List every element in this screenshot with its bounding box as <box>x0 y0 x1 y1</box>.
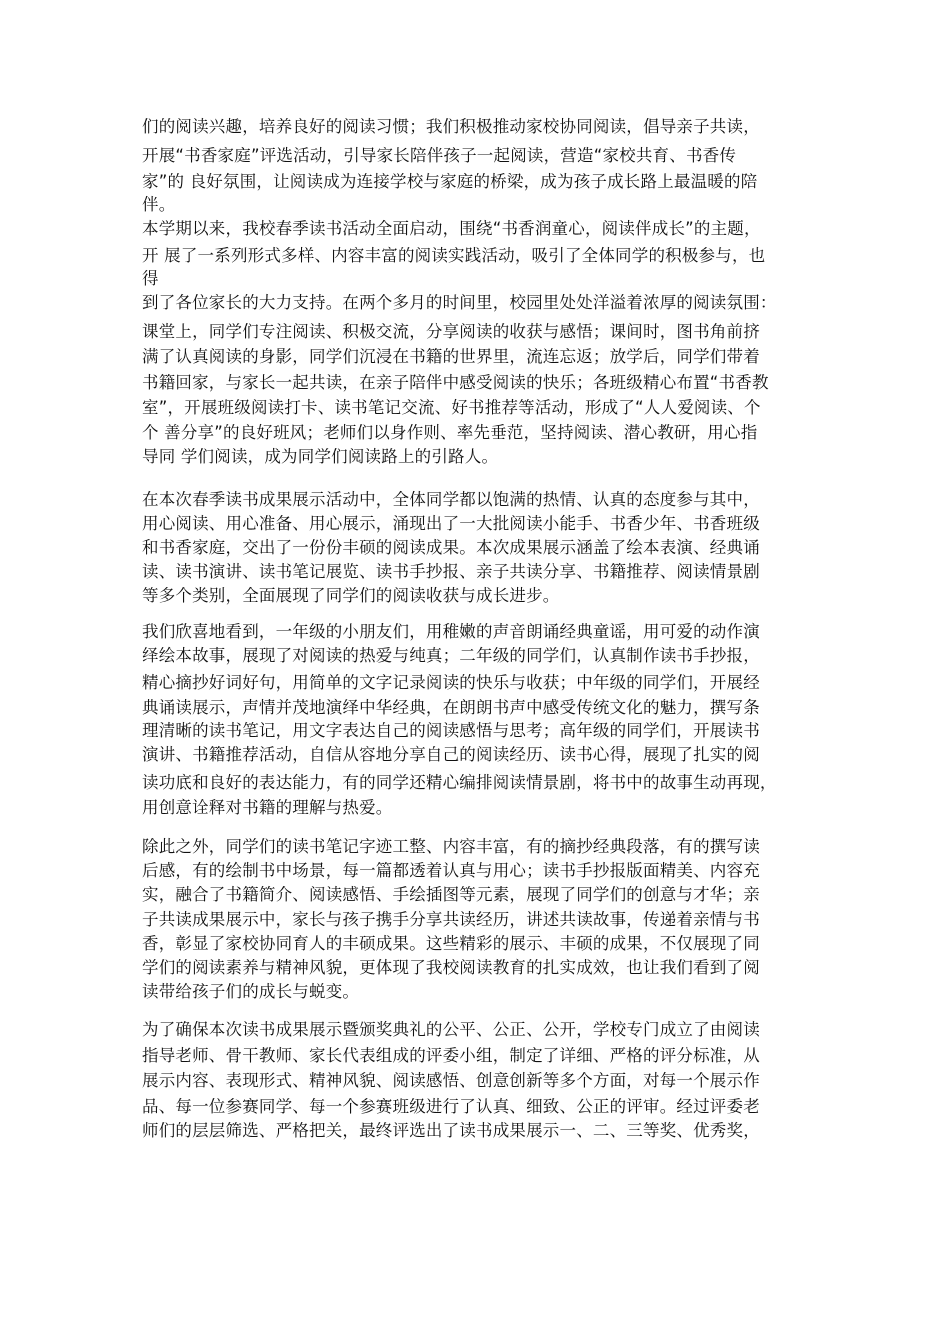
text-line: 子共读成果展示中，家长与孩子携手分享共读经历，讲述共读故事，传递着亲情与书 <box>142 910 760 929</box>
text-line: 实，融合了书籍简介、阅读感悟、手绘插图等元素，展现了同学们的创意与才华；亲 <box>142 885 760 904</box>
text-line: 在本次春季读书成果展示活动中，全体同学都以饱满的热情、认真的态度参与其中， <box>142 490 760 509</box>
text-line: 师们的层层筛选、严格把关，最终评选出了读书成果展示一、二、三等奖、优秀奖， <box>142 1121 760 1140</box>
text-line: 读功底和良好的表达能力，有的同学还精心编排阅读情景剧，将书中的故事生动再现， <box>142 773 777 792</box>
text-line: 指导老师、骨干教师、家长代表组成的评委小组，制定了详细、严格的评分标准，从 <box>142 1046 760 1065</box>
text-line: 香，彰显了家校协同育人的丰硕成果。这些精彩的展示、丰硕的成果，不仅展现了同 <box>142 934 760 953</box>
text-line: 开 展了一系列形式多样、内容丰富的阅读实践活动，吸引了全体同学的积极参与，也 <box>142 246 766 265</box>
text-line: 和书香家庭，交出了一份份丰硕的阅读成果。本次成果展示涵盖了绘本表演、经典诵 <box>142 538 760 557</box>
text-line: 用创意诠释对书籍的理解与热爱。 <box>142 798 393 817</box>
text-line: 等多个类别，全面展现了同学们的阅读收获与成长进步。 <box>142 586 560 605</box>
text-line: 学们的阅读素养与精神风貌，更体现了我校阅读教育的扎实成效，也让我们看到了阅 <box>142 958 760 977</box>
text-line: 课堂上，同学们专注阅读、积极交流，分享阅读的收获与感悟；课间时，图书角前挤 <box>142 322 760 341</box>
text-line: 绎绘本故事，展现了对阅读的热爱与纯真；二年级的同学们，认真制作读书手抄报， <box>142 646 760 665</box>
text-line: 用心阅读、用心准备、用心展示，涌现出了一大批阅读小能手、书香少年、书香班级 <box>142 514 760 533</box>
text-line: 读、读书演讲、读书笔记展览、读书手抄报、亲子共读分享、书籍推荐、阅读情景剧 <box>142 562 760 581</box>
text-line: 本学期以来，我校春季读书活动全面启动，围绕“书香润童心，阅读伴成长”的主题， <box>142 219 761 238</box>
text-line: 书籍回家，与家长一起共读，在亲子陪伴中感受阅读的快乐；各班级精心布置“书香教 <box>142 373 769 392</box>
text-line: 后感，有的绘制书中场景，每一篇都透着认真与用心；读书手抄报版面精美、内容充 <box>142 861 760 880</box>
text-line: 品、每一位参赛同学、每一个参赛班级进行了认真、细致、公正的评审。经过评委老 <box>142 1097 760 1116</box>
text-line: 理清晰的读书笔记，用文字表达自己的阅读感悟与思考；高年级的同学们，开展读书 <box>142 721 760 740</box>
text-line: 精心摘抄好词好句，用简单的文字记录阅读的快乐与收获；中年级的同学们，开展经 <box>142 673 760 692</box>
text-line: 读带给孩子们的成长与蜕变。 <box>142 982 360 1001</box>
text-line: 除此之外，同学们的读书笔记字迹工整、内容丰富，有的摘抄经典段落，有的撰写读 <box>142 837 760 856</box>
text-line: 室”，开展班级阅读打卡、读书笔记交流、好书推荐等活动，形成了“人人爱阅读、个 <box>142 398 761 417</box>
text-line: 家”的 良好氛围，让阅读成为连接学校与家庭的桥梁，成为孩子成长路上最温暖的陪 <box>142 172 758 191</box>
text-line: 展示内容、表现形式、精神风貌、阅读感悟、创意创新等多个方面，对每一个展示作 <box>142 1071 760 1090</box>
text-line: 到了各位家长的大力支持。在两个多月的时间里，校园里处处洋溢着浓厚的阅读氛围： <box>142 293 777 312</box>
text-line: 满了认真阅读的身影，同学们沉浸在书籍的世界里，流连忘返；放学后，同学们带着 <box>142 347 760 366</box>
text-line: 得 <box>142 269 159 288</box>
text-line: 导同 学们阅读，成为同学们阅读路上的引路人。 <box>142 447 499 466</box>
text-line: 我们欣喜地看到，一年级的小朋友们，用稚嫩的声音朗诵经典童谣，用可爱的动作演 <box>142 622 760 641</box>
text-line: 典诵读展示，声情并茂地演绎中华经典，在朗朗书声中感受传统文化的魅力，撰写条 <box>142 698 760 717</box>
text-line: 们的阅读兴趣，培养良好的阅读习惯；我们积极推动家校协同阅读，倡导亲子共读， <box>142 117 760 136</box>
text-line: 伴。 <box>142 195 176 214</box>
text-line: 开展“书香家庭”评选活动，引导家长陪伴孩子一起阅读，营造“家校共育、书香传 <box>142 146 737 165</box>
text-line: 为了确保本次读书成果展示暨颁奖典礼的公平、公正、公开，学校专门成立了由阅读 <box>142 1020 760 1039</box>
text-line: 个 善分享”的良好班风；老师们以身作则、率先垂范，坚持阅读、潜心教研，用心指 <box>142 423 758 442</box>
text-line: 演讲、书籍推荐活动，自信从容地分享自己的阅读经历、读书心得，展现了扎实的阅 <box>142 745 760 764</box>
